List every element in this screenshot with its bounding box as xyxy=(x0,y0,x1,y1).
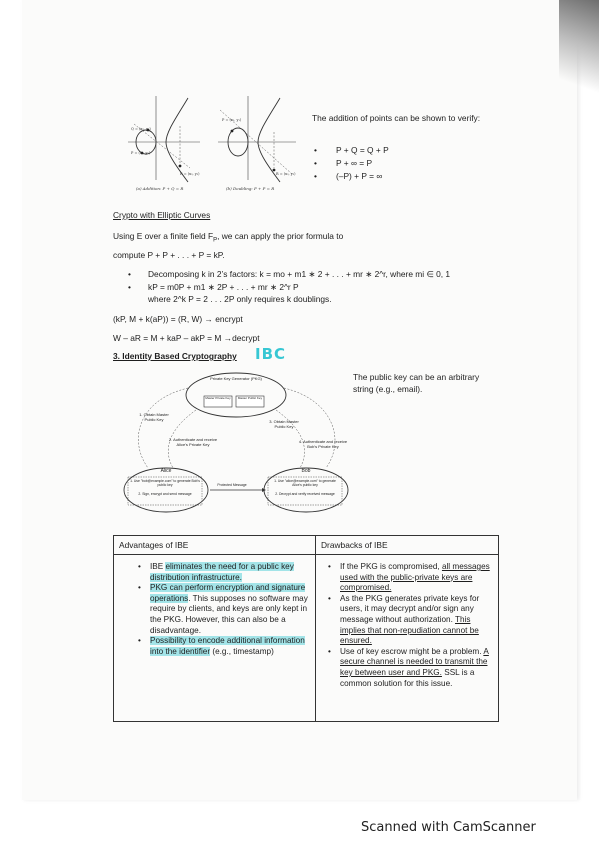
ecc-bullet-1: Decomposing k in 2’s factors: k = mo + m1 ∗ 2 + . . . + mr ∗ 2^r, where mi ∈ 0, 1 xyxy=(148,269,451,279)
curve-a-label-q: Q = (x₂, y₂) xyxy=(131,127,151,131)
curve-b-label-p: P = (x₁, y₁) xyxy=(222,118,242,122)
ibc-heading: 3. Identity Based Cryptography xyxy=(113,351,237,361)
ecc-paragraph-1 xyxy=(113,231,343,247)
bob-step-1: 1. Use "alice@example.com" to generate Alice's public key xyxy=(274,479,336,487)
drawback-item: • Use of key escrow might be a problem. A secure channel is needed to transmit the key between user and PKG. SSL is a common solution for this issue. xyxy=(326,647,492,689)
bullet-dot: • xyxy=(314,145,317,155)
advantage-item: • Possibility to encode additional information into the identifier (e.g., timestamp) xyxy=(136,636,308,657)
curve-a-label-p: P = (x₁, y₁) xyxy=(131,151,151,155)
ecc-decrypt: W – aR = M + kaP – akP = M →decrypt xyxy=(113,333,260,343)
curve-a-caption: (a) Addition: P + Q = R xyxy=(136,186,184,191)
drawback-item: • If the PKG is compromised, all messages used with the public-private keys are compromised. xyxy=(326,562,492,594)
bullet-dot: • xyxy=(314,158,317,168)
pkg-master-private-key: Master Private Key xyxy=(205,396,231,400)
ecc-bullet-2: kP = m0P + m1 ∗ 2P + . . . + mr ∗ 2^r P xyxy=(148,282,299,292)
ibc-handwritten-note: IBC xyxy=(255,345,287,363)
protected-message-label: Protected Message xyxy=(217,483,247,487)
ecc-para1-sub: P xyxy=(213,237,218,244)
advantages-header: Advantages of IBE xyxy=(119,540,189,550)
pkg-title: Private Key Generator (PKG) xyxy=(210,376,262,381)
camscanner-watermark: Scanned with CamScanner xyxy=(361,820,536,835)
bullet-dot: • xyxy=(314,171,317,181)
ecc-para1-a: Using E over a finite field F xyxy=(113,231,214,241)
alice-step-2: 2. Sign, encrypt and send message xyxy=(138,492,192,496)
addition-item: P + ∞ = P xyxy=(336,158,373,168)
advantages-list xyxy=(136,562,308,657)
ecc-para1-b: , we can apply the prior formula to xyxy=(217,231,344,241)
bullet-dot: • xyxy=(128,269,131,279)
ecc-encrypt: (kP, M + k(aP)) = (R, W) → encrypt xyxy=(113,314,243,324)
curve-addition-figure xyxy=(128,96,200,184)
alice-label: Alice xyxy=(160,468,172,474)
ibc-step-1: 1. Obtain Master Public Key xyxy=(139,412,169,422)
bob-step-2: 2. Decrypt and verify received message xyxy=(275,492,335,496)
addition-intro: The addition of points can be shown to verify: xyxy=(312,113,481,123)
table-header-divider xyxy=(114,554,498,555)
bob-label: Bob xyxy=(301,468,311,474)
page-edge-shadow xyxy=(559,0,599,110)
drawback-item: • As the PKG generates private keys for users, it may decrypt and/or sign any message without authorization. This implies that non-repudiation cannot be ensured. xyxy=(326,594,492,647)
ecc-bullet-2-cont: where 2^k P = 2 . . . 2P only requires k doublings. xyxy=(148,294,332,304)
drawbacks-header: Drawbacks of IBE xyxy=(321,540,388,550)
addition-item: (–P) + P = ∞ xyxy=(336,171,383,181)
ecc-heading: Crypto with Elliptic Curves xyxy=(113,210,211,220)
curve-b-label-r: R = (x₃, y₃) xyxy=(276,172,296,176)
pkg-master-public-key: Master Public Key xyxy=(237,396,263,400)
ibc-side-note: The public key can be an arbitrary string (e.g., email). xyxy=(353,372,480,394)
curve-doubling-figure xyxy=(218,96,296,184)
ecc-paragraph-2: compute P + P + . . . + P = kP. xyxy=(113,250,225,260)
ibe-comparison-table xyxy=(113,535,499,722)
drawbacks-list xyxy=(326,562,492,689)
addition-item: P + Q = Q + P xyxy=(336,145,389,155)
table-column-divider xyxy=(315,536,316,721)
advantage-item: • PKG can perform encryption and signature operations. This supposes no software may require by clients, and keys are only kept in the PKG. However, this can also be a disadvantage. xyxy=(136,583,308,636)
curve-a-label-r: R = (x₃, y₃) xyxy=(180,172,200,176)
alice-step-1: 1. Use "bob@example.com" to generate Bob's public key xyxy=(130,479,200,487)
bullet-dot: • xyxy=(128,282,131,292)
ibc-step-2: 2. Authenticate and receive Alice's Private Key xyxy=(168,437,218,447)
advantage-item: • IBE eliminates the need for a public key distribution infrastructure. xyxy=(136,562,308,583)
curve-b-caption: (b) Doubling: P + P = R xyxy=(226,186,275,191)
ibc-step-3: 3. Obtain Master Public Key xyxy=(269,419,299,429)
ibc-step-4: 4. Authenticate and receive Bob's Private Key xyxy=(298,439,348,449)
